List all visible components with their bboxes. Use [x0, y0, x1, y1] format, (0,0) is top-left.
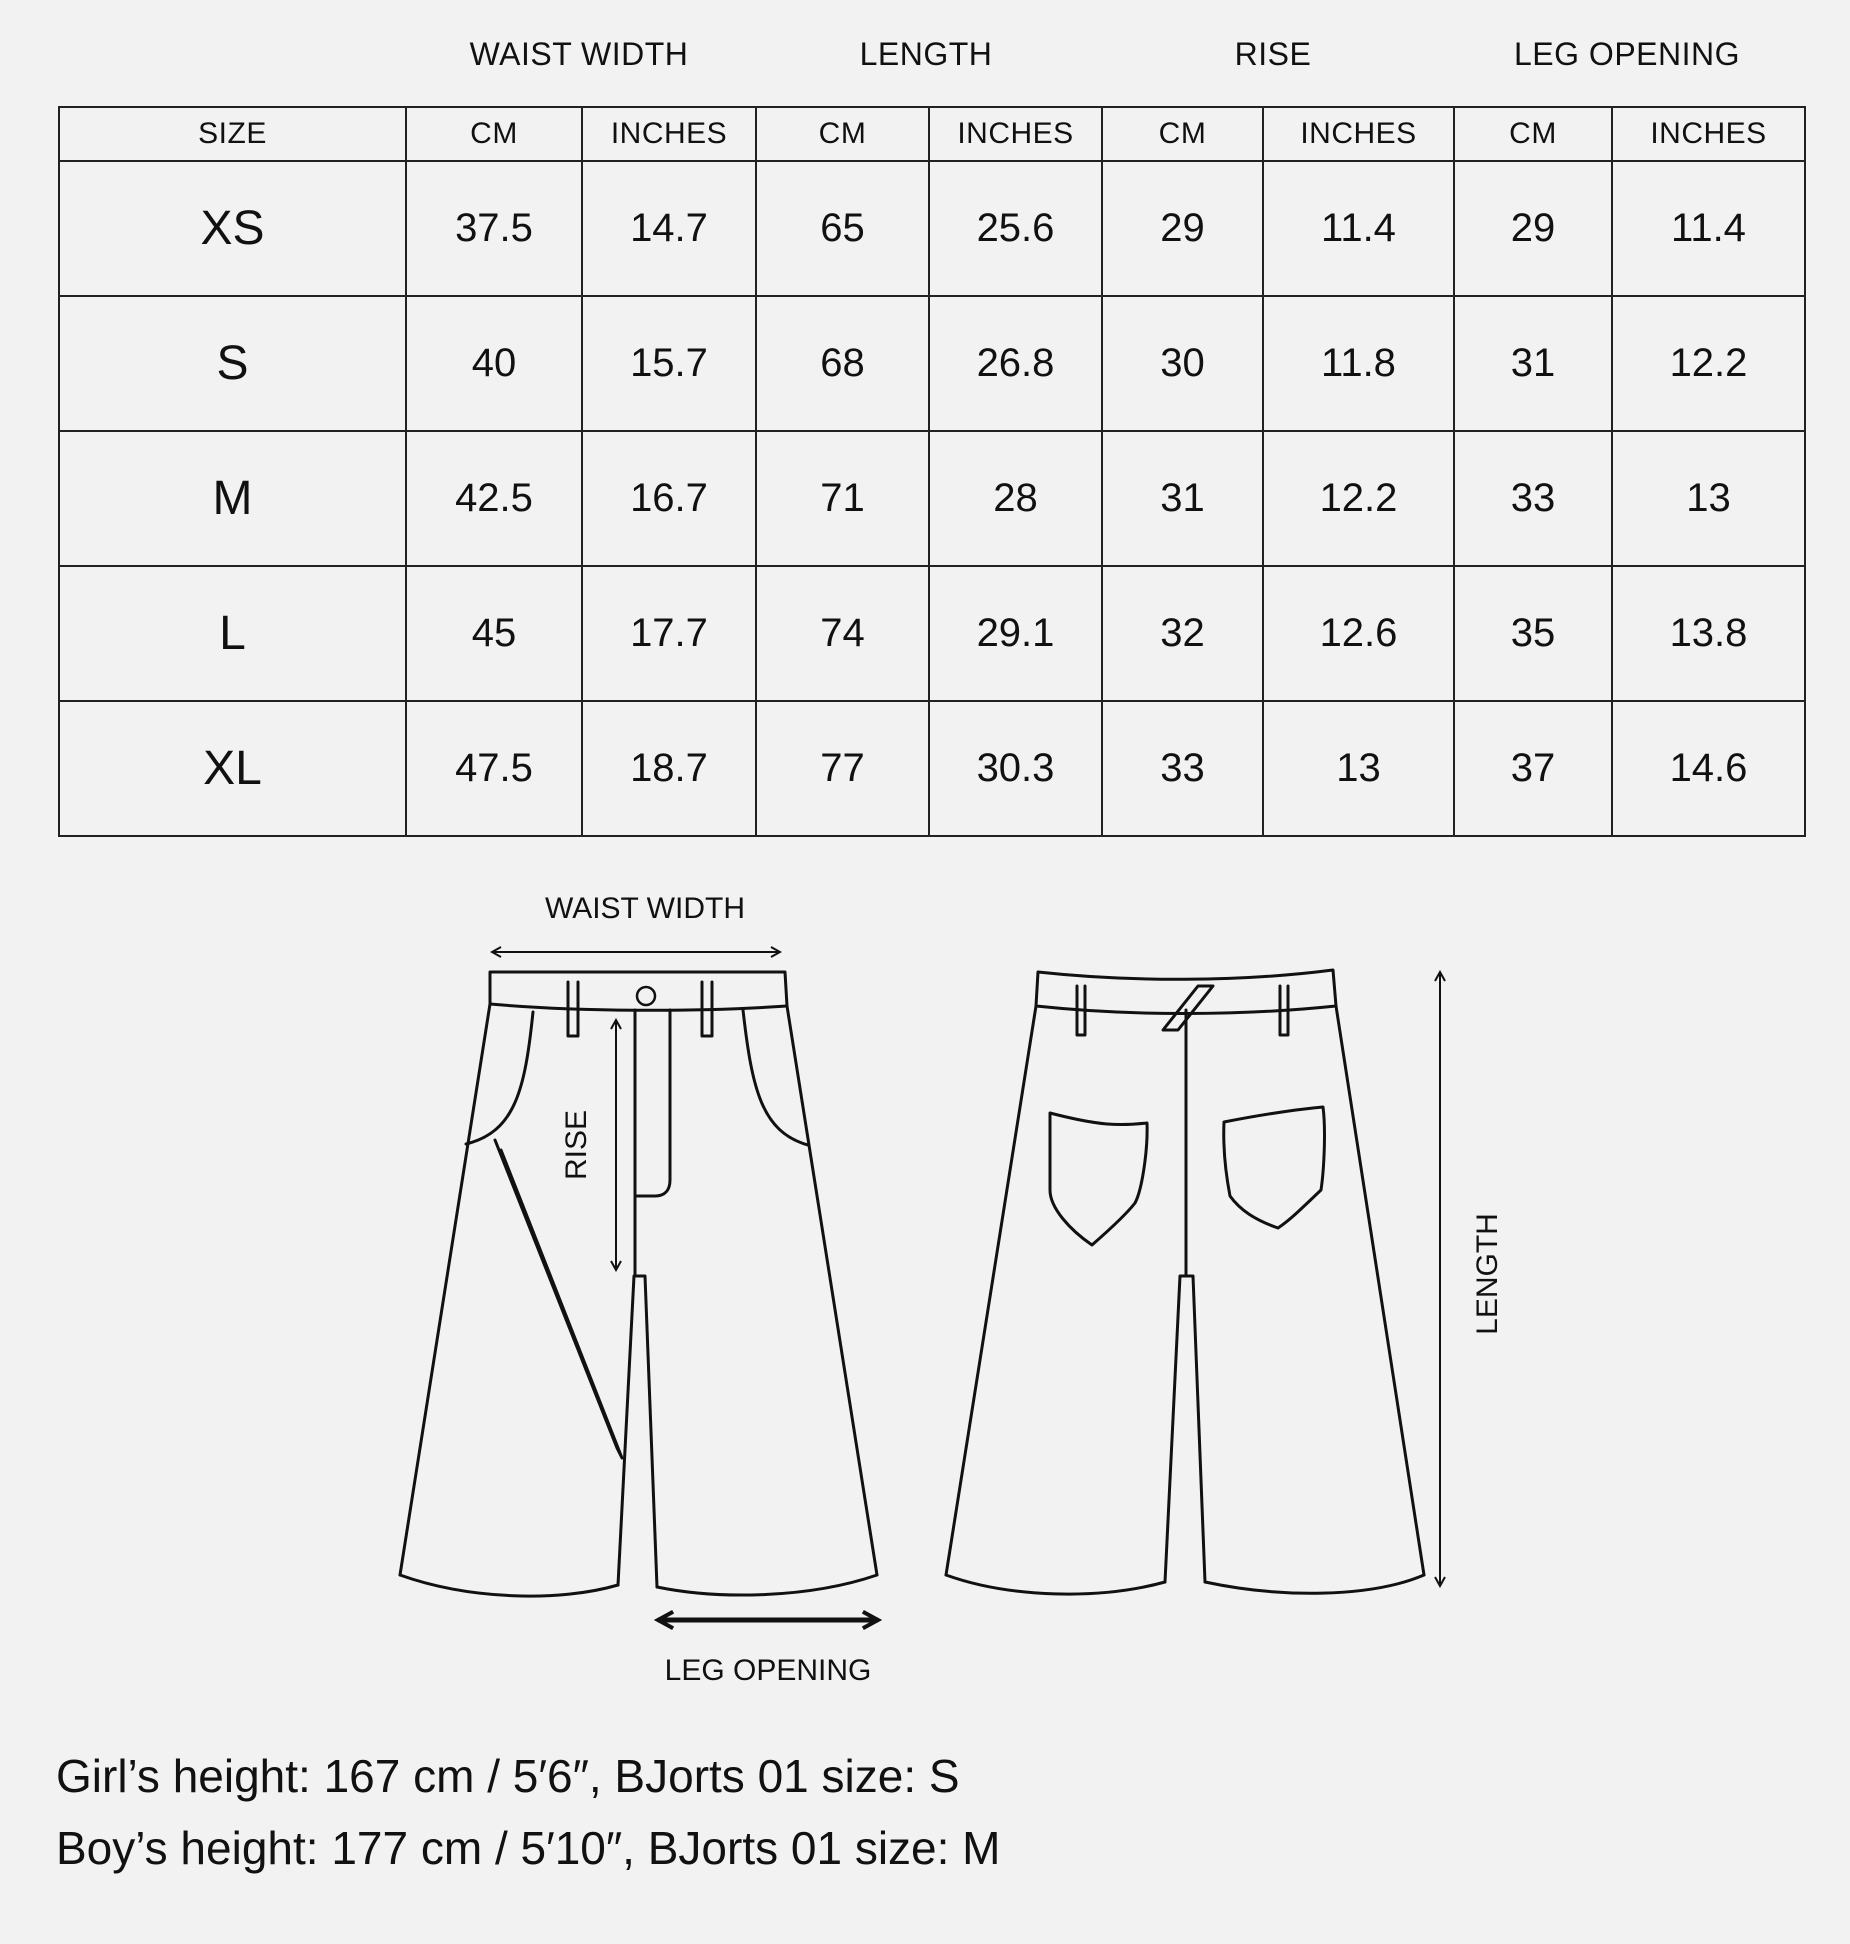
group-header-length: LENGTH — [859, 36, 993, 72]
boy-fit-note: Boy’s height: 177 cm / 5′10″, BJorts 01 size: M — [56, 1822, 1001, 1874]
table-cell: 12.6 — [1263, 566, 1454, 701]
group-header-waist-width: WAIST WIDTH — [469, 36, 689, 72]
shorts-measurement-diagram — [0, 860, 1850, 1720]
table-cell: 12.2 — [1263, 431, 1454, 566]
header-rise-cm: CM — [1102, 107, 1263, 161]
table-header-row — [59, 107, 1805, 161]
girl-fit-note: Girl’s height: 167 cm / 5′6″, BJorts 01 size: S — [56, 1750, 960, 1802]
header-leg-opening-inches: INCHES — [1612, 107, 1805, 161]
table-cell: 12.2 — [1612, 296, 1805, 431]
table-cell: 14.6 — [1612, 701, 1805, 836]
group-header-leg-opening: LEG OPENING — [1514, 36, 1740, 72]
table-cell: 42.5 — [406, 431, 582, 566]
waist-button-icon — [637, 987, 655, 1005]
table-cell: 26.8 — [929, 296, 1102, 431]
back-left-pocket — [1050, 1113, 1147, 1245]
header-rise-inches: INCHES — [1263, 107, 1454, 161]
leg-opening-label: LEG OPENING — [664, 1654, 872, 1687]
table-cell: 11.4 — [1612, 161, 1805, 296]
back-view-shorts — [946, 970, 1424, 1594]
table-cell: 13.8 — [1612, 566, 1805, 701]
size-cell: XS — [59, 161, 406, 296]
table-cell: 65 — [756, 161, 929, 296]
table-cell: 31 — [1102, 431, 1263, 566]
size-cell: M — [59, 431, 406, 566]
size-cell: S — [59, 296, 406, 431]
table-cell: 35 — [1454, 566, 1612, 701]
table-cell: 33 — [1454, 431, 1612, 566]
table-cell: 30.3 — [929, 701, 1102, 836]
table-cell: 37.5 — [406, 161, 582, 296]
table-row — [59, 566, 1805, 701]
table-cell: 28 — [929, 431, 1102, 566]
rise-label: RISE — [560, 1109, 593, 1181]
size-cell: L — [59, 566, 406, 701]
table-cell: 33 — [1102, 701, 1263, 836]
group-header-rise: RISE — [1234, 36, 1312, 72]
table-cell: 31 — [1454, 296, 1612, 431]
length-label: LENGTH — [1471, 1213, 1504, 1335]
table-cell: 45 — [406, 566, 582, 701]
table-cell: 37 — [1454, 701, 1612, 836]
table-cell: 11.8 — [1263, 296, 1454, 431]
size-cell: XL — [59, 701, 406, 836]
header-waist-inches: INCHES — [582, 107, 756, 161]
table-cell: 29 — [1454, 161, 1612, 296]
table-cell: 68 — [756, 296, 929, 431]
table-cell: 47.5 — [406, 701, 582, 836]
table-cell: 74 — [756, 566, 929, 701]
measurement-group-headers — [0, 36, 1850, 86]
table-cell: 11.4 — [1263, 161, 1454, 296]
header-size: SIZE — [59, 107, 406, 161]
size-chart-table — [58, 106, 1806, 837]
table-cell: 13 — [1612, 431, 1805, 566]
table-cell: 13 — [1263, 701, 1454, 836]
table-cell: 15.7 — [582, 296, 756, 431]
header-leg-opening-cm: CM — [1454, 107, 1612, 161]
front-left-pocket — [466, 1012, 533, 1144]
back-waistband — [1036, 970, 1336, 1014]
header-length-cm: CM — [756, 107, 929, 161]
table-row — [59, 161, 1805, 296]
table-cell: 18.7 — [582, 701, 756, 836]
table-cell: 32 — [1102, 566, 1263, 701]
table-cell: 16.7 — [582, 431, 756, 566]
back-right-pocket — [1224, 1107, 1325, 1228]
front-view-shorts — [400, 972, 877, 1596]
table-row — [59, 701, 1805, 836]
table-cell: 17.7 — [582, 566, 756, 701]
model-fit-notes — [56, 1740, 1001, 1884]
table-cell: 29 — [1102, 161, 1263, 296]
table-row — [59, 296, 1805, 431]
table-cell: 29.1 — [929, 566, 1102, 701]
waist-width-label: WAIST WIDTH — [545, 892, 745, 925]
table-cell: 25.6 — [929, 161, 1102, 296]
header-length-inches: INCHES — [929, 107, 1102, 161]
table-cell: 30 — [1102, 296, 1263, 431]
table-cell: 71 — [756, 431, 929, 566]
header-waist-cm: CM — [406, 107, 582, 161]
table-row — [59, 431, 1805, 566]
table-cell: 14.7 — [582, 161, 756, 296]
shorts-diagram-svg — [0, 860, 1850, 1720]
table-cell: 40 — [406, 296, 582, 431]
table-cell: 77 — [756, 701, 929, 836]
